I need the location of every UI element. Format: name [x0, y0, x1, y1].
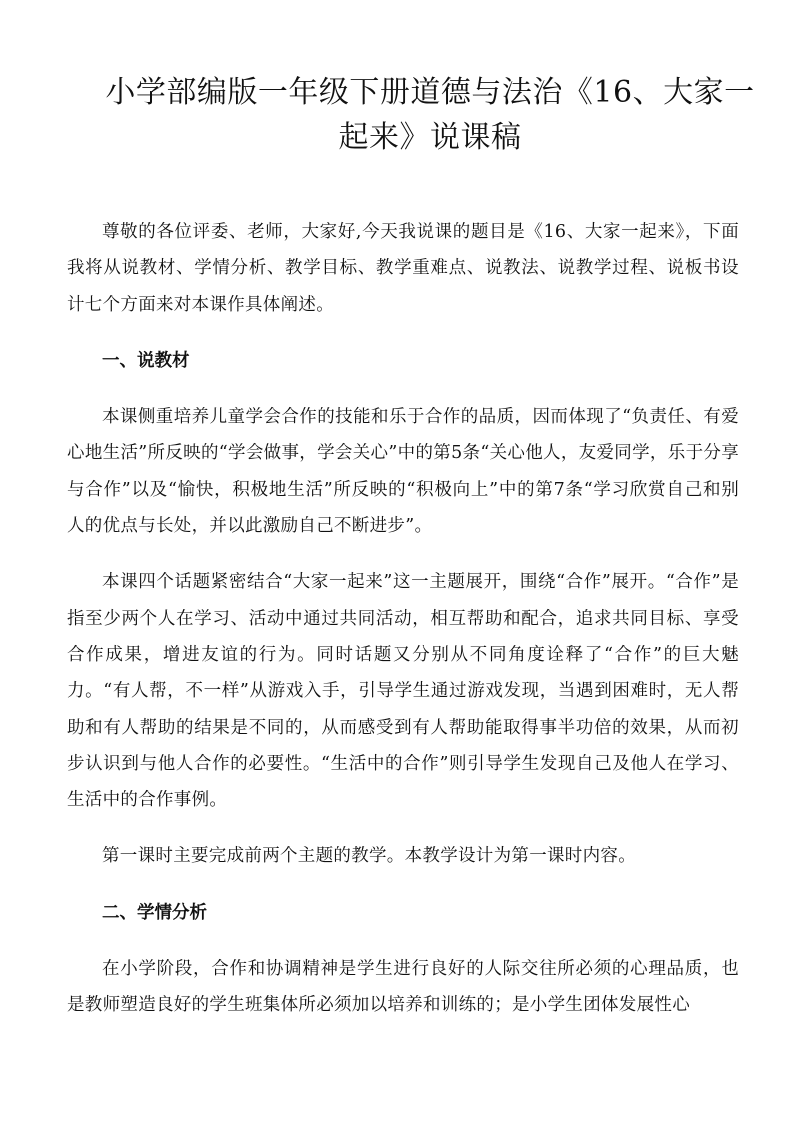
section-heading-student-analysis: 二、学情分析	[102, 902, 207, 923]
paragraph-textbook-2: 本课四个话题紧密结合“大家一起来”这一主题展开，围绕“合作”展开。“合作”是指至少两个人在学习、活动中通过共同活动，相互帮助和配合，追求共同目标、享受合作成果，增进友谊的行为。同时话题又分别从不同角度诠释了“合作”的巨大魅力。“有人帮，不一样”从游戏入手，引导学生通过游戏发现，当遇到困难时，无人帮助和有人帮助的结果是不同的，从而感受到有人帮助能取得事半功倍的效果，从而初步认识到与他人合作的必要性。“生活中的合作”则引导学生发现自己及他人在学习、生活中的合作事例。	[67, 572, 739, 811]
document-body	[67, 214, 739, 1044]
paragraph-textbook-1: 本课侧重培养儿童学会合作的技能和乐于合作的品质，因而体现了“负责任、有爱心地生活”所反映的“学会做事，学会关心”中的第5条“关心他人，友爱同学，乐于分享与合作”以及“愉快，积极地生活”所反映的“积极向上”中的第7条“学习欣赏自己和别人的优点与长处，并以此激励自己不断进步”。	[67, 407, 739, 537]
section-heading-textbook: 一、说教材	[102, 350, 190, 371]
document-title: 小学部编版一年级下册道德与法治《16、大家一起来》说课稿	[105, 75, 755, 155]
intro-paragraph: 尊敬的各位评委、老师，大家好,今天我说课的题目是《16、大家一起来》，下面我将从说教材、学情分析、教学目标、教学重难点、说教法、说教学过程、说板书设计七个方面来对本课作具体阐述。	[67, 222, 739, 315]
paragraph-student-analysis-1: 在小学阶段，合作和协调精神是学生进行良好的人际交往所必须的心理品质，也是教师塑造良好的学生班集体所必须加以培养和训练的；是小学生团体发展性心	[67, 959, 739, 1016]
paragraph-textbook-3: 第一课时主要完成前两个主题的教学。本教学设计为第一课时内容。	[102, 846, 636, 867]
